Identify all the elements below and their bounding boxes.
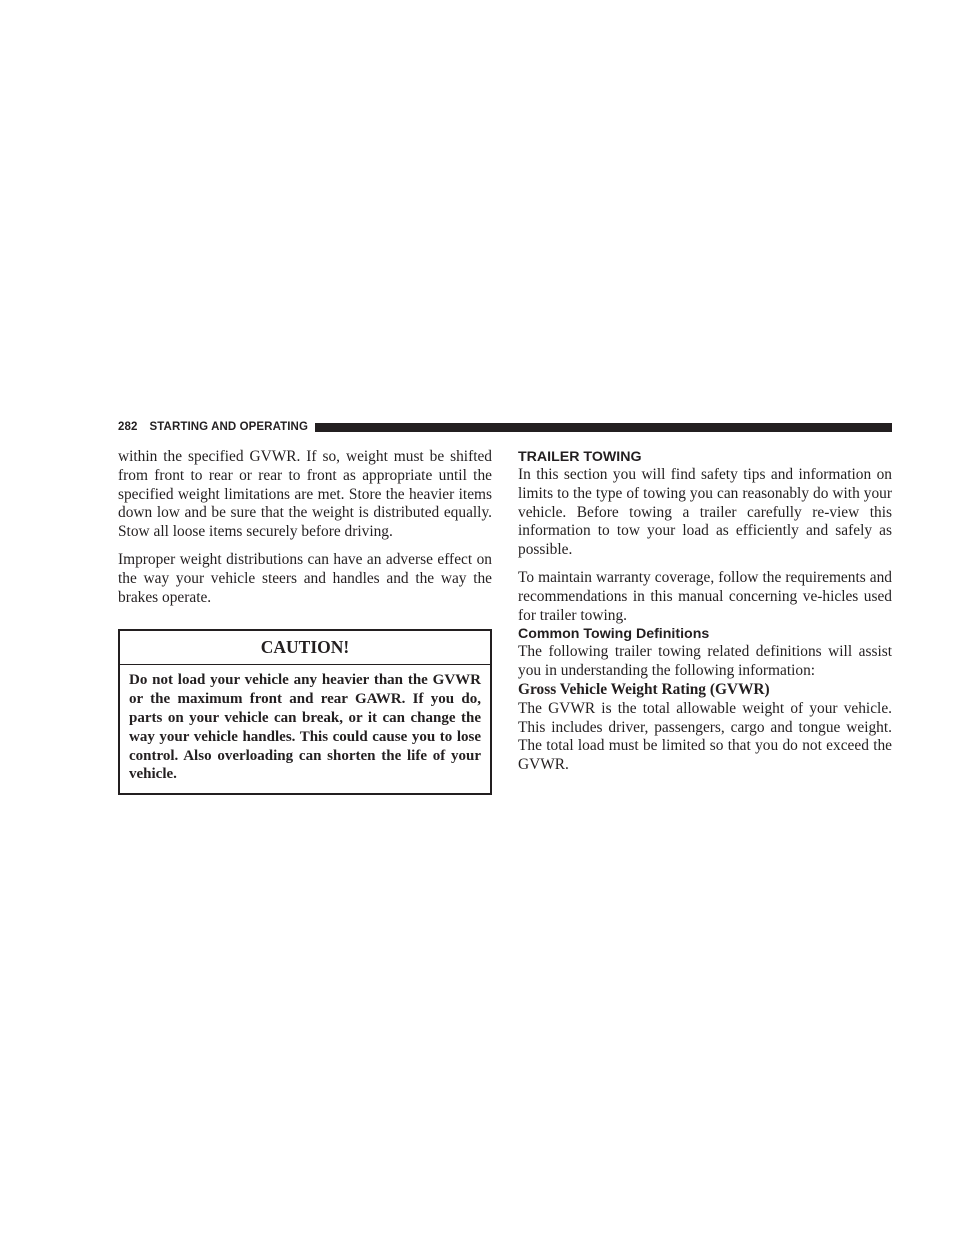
improper-weight-paragraph: Improper weight distributions can have an adverse effect on the way your vehicle steers and handles and the way the brakes operate. — [118, 550, 492, 606]
right-column — [518, 448, 892, 775]
definitions-heading: Common Towing Definitions — [518, 626, 710, 643]
weight-distribution-paragraph: within the specified GVWR. If so, weight must be shifted from front to rear or rear to front as appropriate until the specified weight limitations are met. Store the heavier items down low and be sure that the weight is distributed equally. Stow all loose items securely before driving. — [118, 448, 492, 541]
caution-box — [118, 629, 492, 795]
gvwr-paragraph: The GVWR is the total allowable weight of your vehicle. This includes driver, passengers, cargo and tongue weight. The total load must be limited so that you do not exceed the GVWR. — [518, 699, 892, 774]
definitions-paragraph: The following trailer towing related definitions will assist you in understanding the following information: — [518, 643, 892, 680]
header-rule — [315, 423, 892, 432]
trailer-intro-paragraph: In this section you will find safety tips and information on limits to the type of towing you can reasonably do with your vehicle. Before towing a trailer carefully re-view this information to tow your load as efficiently and safely as possible. — [518, 466, 892, 559]
caution-title: CAUTION! — [120, 631, 490, 665]
left-column — [118, 448, 492, 795]
caution-body: Do not load your vehicle any heavier than the GVWR or the maximum front and rear GAWR. If you do, parts on your vehicle can break, or it can change the way your vehicle handles. This could cause you to lose control. Also overloading can shorten the life of your vehicle. — [129, 672, 481, 783]
page-header — [118, 419, 892, 435]
gvwr-heading: Gross Vehicle Weight Rating (GVWR) — [518, 680, 770, 698]
trailer-towing-heading: TRAILER TOWING — [518, 449, 642, 465]
warranty-paragraph: To maintain warranty coverage, follow the requirements and recommendations in this manual concerning ve-hicles used for trailer towing. — [518, 568, 892, 624]
section-title: STARTING AND OPERATING — [149, 421, 309, 433]
page-number: 282 — [118, 421, 138, 433]
